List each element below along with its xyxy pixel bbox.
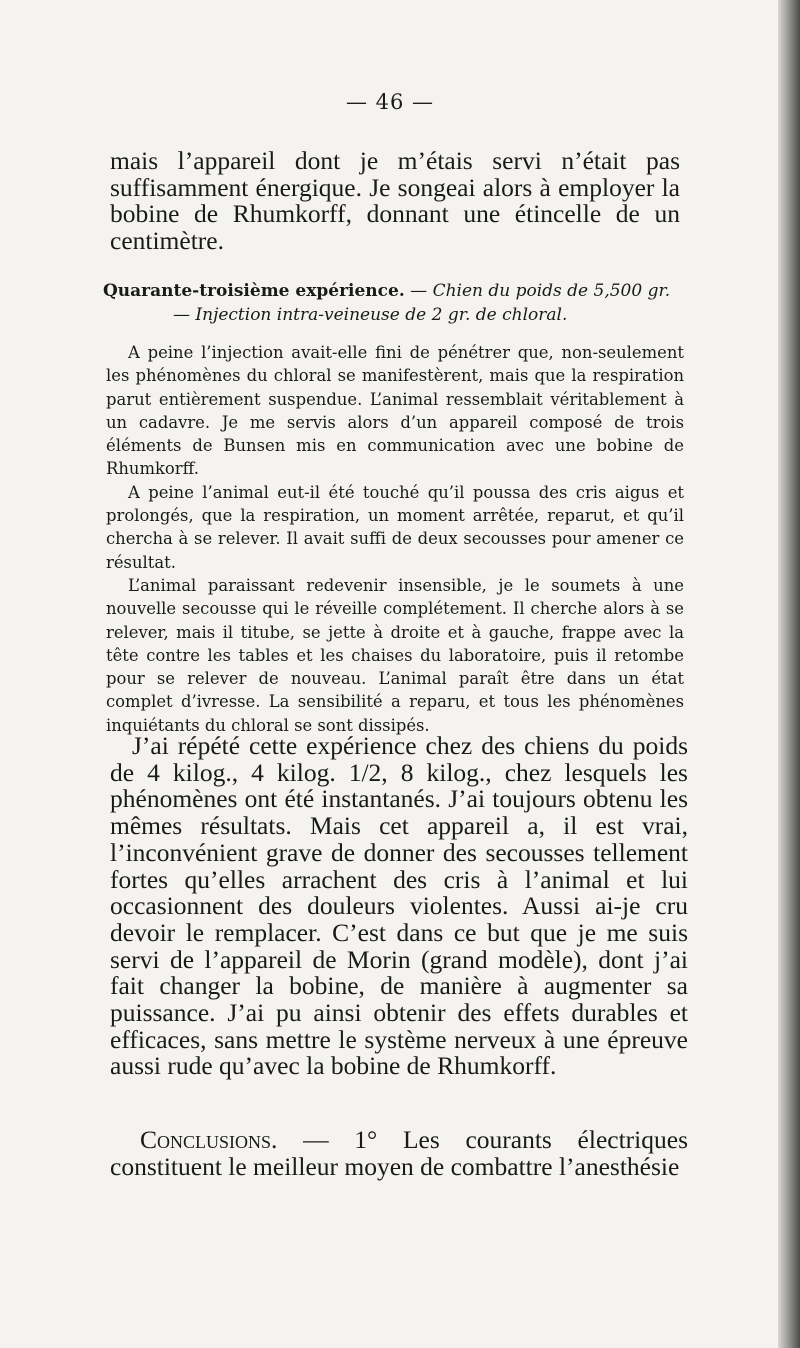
book-binding-edge (778, 0, 800, 1348)
experiment-injection: — Injection intra-veineuse de 2 gr. de chloral. (173, 305, 568, 325)
experiment-report (106, 341, 684, 737)
conclusions-text: — 1° Les courants électriques constituent le meilleur moyen de combattre l’anesthésie (110, 1125, 688, 1181)
conclusions-label: Conclusions. (140, 1125, 278, 1154)
paragraph-intro-text: mais l’appareil dont je m’étais servi n’était pas suffisamment énergique. Je songeai alors à employer la bobine de Rhumkorff, donnant une étincelle de un centimètre. (110, 146, 680, 256)
paragraph-reaction: A peine l’animal eut-il été touché qu’il poussa des cris aigus et prolongés, que la respiration, un moment arrêtée, reparut, et qu’il chercha à se relever. Il avait suffi de deux secousses pour amener ce résultat. (106, 482, 684, 572)
paragraph-repetition (110, 733, 688, 1080)
experiment-heading (103, 279, 681, 327)
paragraph-repetition-text: J’ai répété cette expérience chez des chiens du poids de 4 kilog., 4 kilog. 1/2, 8 kilog., chez lesquels les phénomènes ont été instantanés. J’ai toujours obtenu les mêmes résultats. Mais cet appareil a, il est vrai, l’inconvénient grave de donner des secousses tellement fortes qu’elles arrachent des cris à l’animal et lui occasionnent des douleurs violentes. Aussi ai-je cru devoir le remplacer. C’est dans ce but que je me suis servi de l’appareil de Morin (grand modèle), dont j’ai fait changer la bobine, de manière à augmenter sa puissance. J’ai pu ainsi obtenir des effets durables et efficaces, sans mettre le système nerveux à une épreuve aussi rude qu’avec la bobine de Rhumkorff. (110, 731, 688, 1081)
paragraph-conclusions (110, 1127, 688, 1180)
experiment-title: Quarante-troisième expérience. (103, 281, 405, 301)
paragraph-intro (110, 148, 680, 255)
heading-dash: — (404, 281, 433, 301)
paragraph-injection: A peine l’injection avait-elle fini de pénétrer que, non-seulement les phénomènes du chloral se manifestèrent, mais que la respiration parut entièrement suspendue. L’animal ressemblait véritablement à un cadavre. Je me servis alors d’un appareil composé de trois éléments de Bunsen mis en communication avec une bobine de Rhumkorff. (106, 343, 684, 479)
paragraph-second-shock: L’animal paraissant redevenir insensible, je le soumets à une nouvelle secousse qui le réveille complétement. Il cherche alors à se relever, mais il titube, se jette à droite et à gauche, frappe avec la tête contre les tables et les chaises du laboratoire, puis il retombe pour se relever de nouveau. L’animal paraît être dans un état complet d’ivresse. La sensibilité a reparu, et tous les phénomènes inquiétants du chloral se sont dissipés. (106, 575, 684, 735)
experiment-dog-weight: Chien du poids de 5,500 gr. (432, 281, 671, 301)
page-number: — 46 — (345, 90, 435, 114)
